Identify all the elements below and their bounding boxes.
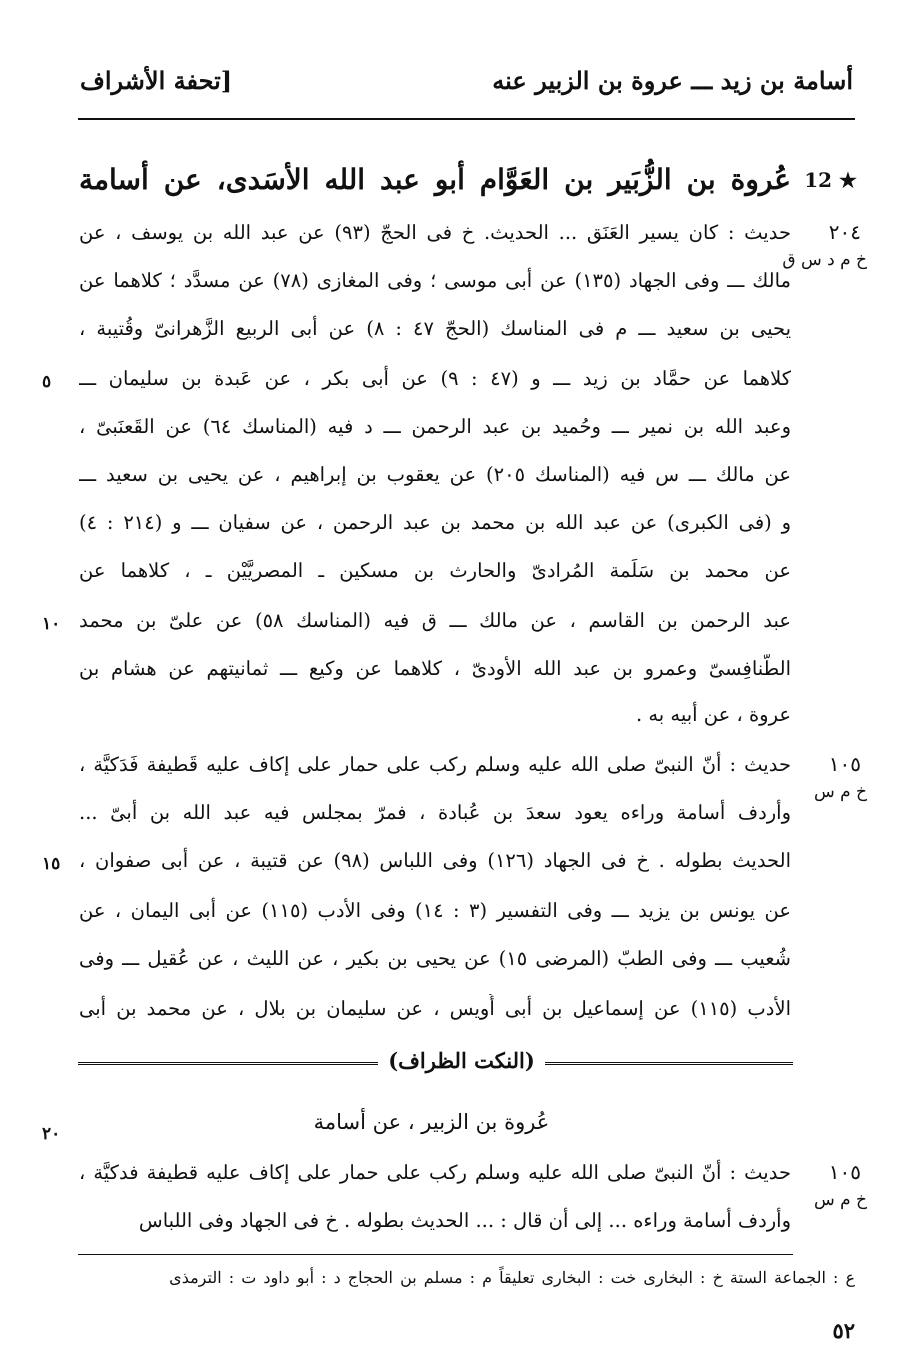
body-line: يحيى بن سعيد ـــ م فى المناسك (الحجّ ٤٧ : ٨) عن أبى الربيع الزَّهرانىّ وقُتيبة ، [79, 317, 791, 340]
section-banner [0, 1048, 923, 1073]
margin-sigla: خ م د س ق [782, 250, 867, 270]
margin-sigla: خ م س [813, 782, 867, 802]
body-line: شُعيب ـــ وفى الطبّ (المرضى ١٥) عن يحيى بن بكير ، عن الليث ، عن عُقيل ـــ وفى [79, 947, 791, 970]
body-line: حديث : أنّ النبىّ صلى الله عليه وسلم ركب على حمار على إكاف عليه قَطيفة فَدَكيَّة ، [79, 753, 791, 776]
body-line: حديث : كان يسير العَنَق ... الحديث. خ فى الحجّ (٩٣) عن عبد الله بن يوسف ، عن [79, 221, 791, 244]
section-banner-label: (النكت الظراف) [378, 1048, 545, 1073]
line-number: ١٥ [42, 854, 61, 874]
body-line: الطَّنافِسىّ وعمرو بن عبد الله الأودىّ ، كلاهما عن وكيع ـــ ثمانيتهم عن هشام بن [79, 657, 791, 680]
body-line: عبد الرحمن بن القاسم ، عن مالك ـــ ق فيه (المناسك ٥٨) عن علىّ بن محمد [79, 609, 791, 632]
sigla-legend: ع : الجماعة الستة خ : البخارى خت : البخارى تعليقاً م : مسلم بن الحجاج د : أبو داود ت : الترمذى [169, 1268, 855, 1287]
margin-hadith-number: ٢٠٤ [828, 220, 861, 244]
page-number: ٥٢ [832, 1318, 855, 1343]
margin-sigla: خ م س [813, 1190, 867, 1210]
body-line: الحديث بطوله . خ فى الجهاد (١٢٦) وفى اللباس (٩٨) عن قتيبة ، عن أبى صفوان ، [79, 849, 791, 872]
margin-hadith-number: ١٠٥ [828, 752, 861, 776]
body-line: عن يونس بن يزيد ـــ وفى التفسير (٣ : ١٤) وفى الأدب (١١٥) عن أبى اليمان ، عن [79, 899, 791, 922]
body-line: الأدب (١١٥) عن إسماعيل بن أبى أُويس ، عن سليمان بن بلال ، عن محمد بن أبى [79, 997, 791, 1020]
sub-heading: عُروة بن الزبير ، عن أسامة [313, 1110, 550, 1134]
line-number: ١٠ [42, 614, 61, 634]
footer-rule [78, 1254, 793, 1255]
body-line: وأردف أسامة وراءه يعود سعدَ بن عُبادة ، فمرّ بمجلس فيه عبد الله بن أبىّ ... [79, 801, 791, 824]
body-line: عن محمد بن سَلَمة المُرادىّ والحارث بن مسكين ـ المصريَّيْن ـ ، كلاهما عن [79, 559, 791, 582]
body-line: كلاهما عن حمَّاد بن زيد ـــ و (٤٧ : ٩) عن أبى بكر ، عن عَبدة بن سليمان ـــ [79, 367, 791, 390]
line-number: ٢٠ [42, 1124, 61, 1144]
entry-number: 12 ★ [804, 168, 857, 192]
body-line: عن مالك ـــ س فيه (المناسك ٢٠٥) عن يعقوب بن إبراهيم ، عن يحيى بن سعيد ـــ [79, 463, 791, 486]
margin-hadith-number: ١٠٥ [828, 1160, 861, 1184]
header-rule [78, 118, 855, 120]
body-line: حديث : أنّ النبىّ صلى الله عليه وسلم ركب على حمار على إكاف عليه قطيفة فدكيَّة ، [79, 1161, 791, 1184]
running-header-book: [تحفة الأشراف [80, 66, 233, 95]
body-line: مالك ـــ وفى الجهاد (١٣٥) عن أبى موسى ؛ وفى المغازى (٧٨) عن مسدَّد ؛ كلاهما عن [79, 269, 791, 292]
body-line: و (فى الكبرى) عن عبد الله بن محمد بن عبد الرحمن ، عن سفيان ـــ و (٢١٤ : ٤) [79, 511, 791, 534]
body-line: عروة ، عن أبيه به . [635, 703, 791, 726]
body-line: وأردف أسامة وراءه ... إلى أن قال : ... الحديث بطوله . خ فى الجهاد وفى اللباس [138, 1209, 791, 1232]
running-header-title: أسامة بن زيد ـــ عروة بن الزبير عنه [492, 66, 853, 95]
body-line: وعبد الله بن نمير ـــ وحُميد بن عبد الرحمن ـــ د فيه (المناسك ٦٤) عن القَعنَبىّ ، [79, 415, 791, 438]
entry-heading: عُروة بن الزُّبَير بن العَوَّام أبو عبد الله الأسَدى، عن أسامة [79, 163, 791, 196]
line-number: ٥ [42, 372, 52, 392]
